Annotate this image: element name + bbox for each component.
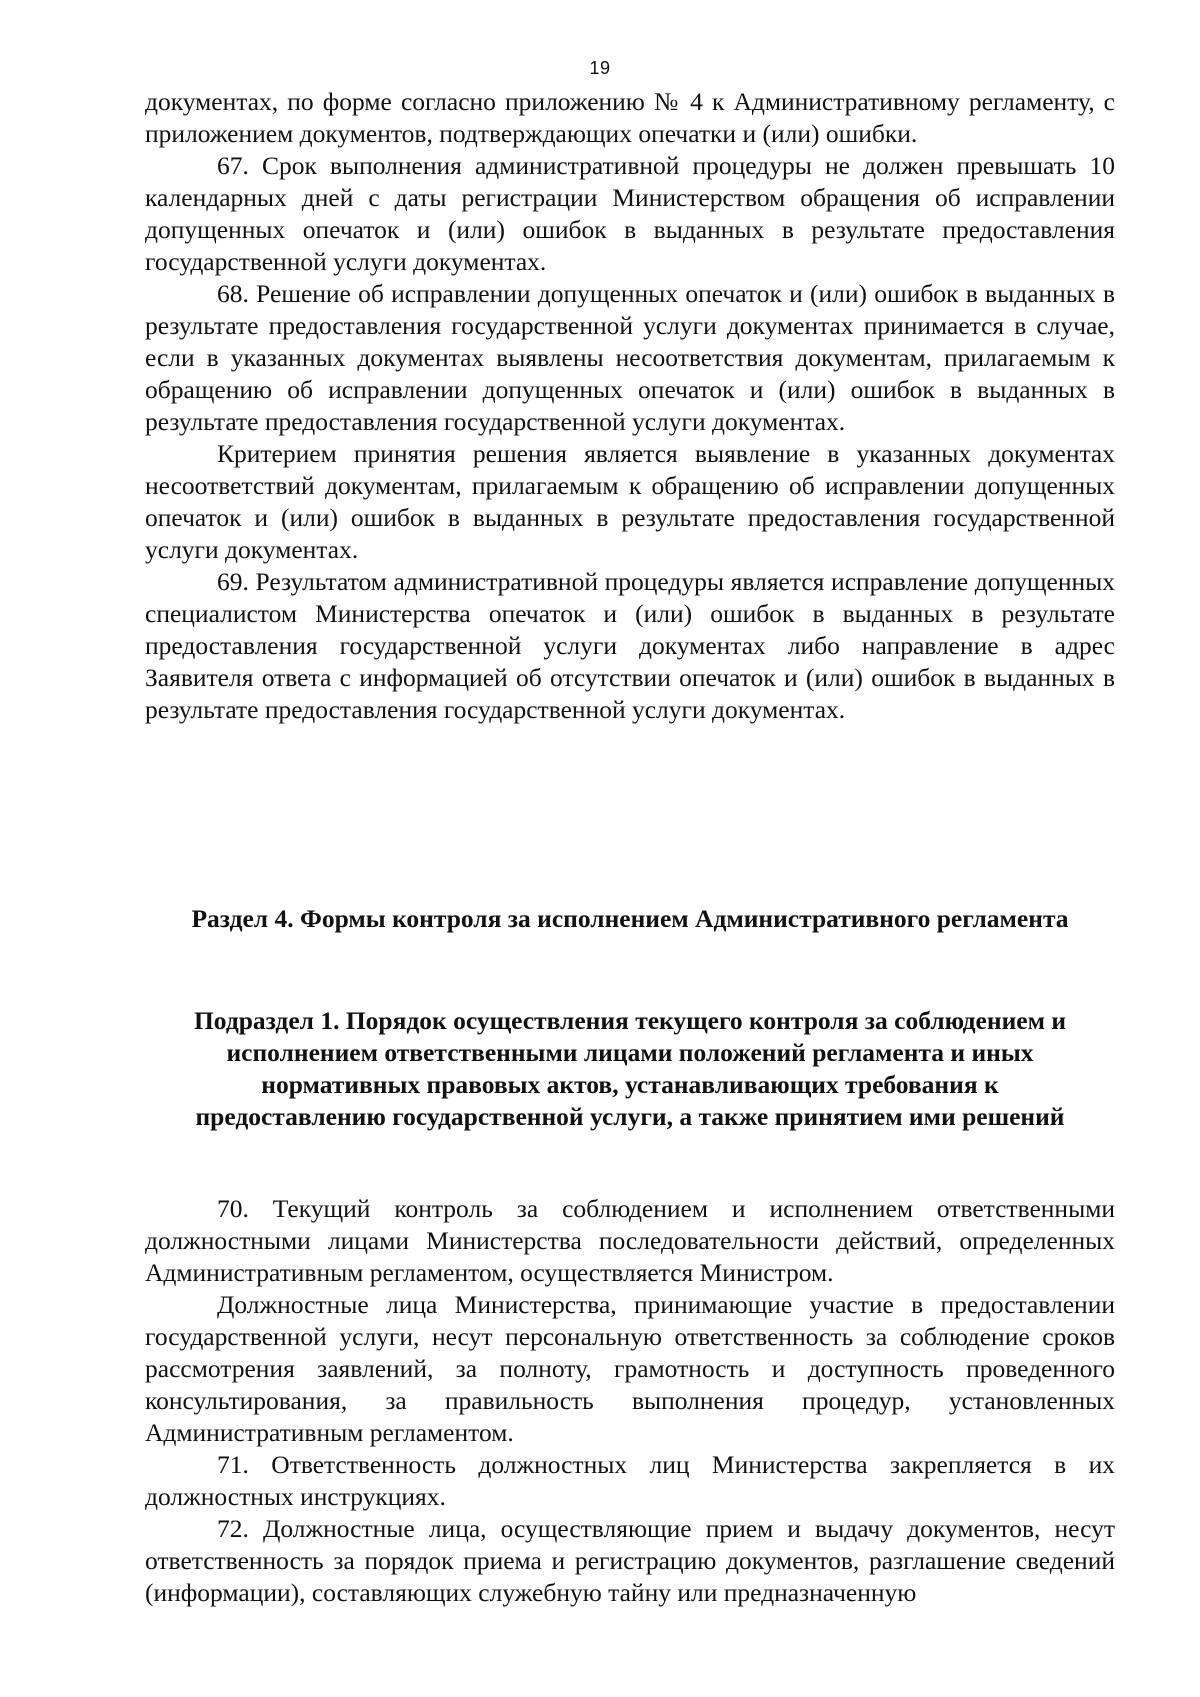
paragraph-69: 69. Результатом административной процедуры является исправление допущенных специалистом Министерства опечаток и (или) ошибок в выданных в результате предоставления государственной услуги документах либо направление в адрес Заявителя ответа с информацией об отсутствии опечаток и (или) ошибок в выданных в результате предоставления государственной услуги документах. <box>145 567 1115 724</box>
paragraph-criterion: Критерием принятия решения является выявление в указанных документах несоответствий документам, прилагаемым к обращению об исправлении допущенных опечаток и (или) ошибок в выданных в результате предоставления государственной услуги документах. <box>145 439 1115 564</box>
top-text-block <box>145 86 1115 726</box>
bottom-text-block <box>145 1193 1115 1609</box>
paragraph-70: 70. Текущий контроль за соблюдением и исполнением ответственными должностными лицами Министерства последовательности действий, определенных Административным регламентом, осуществляется Министром. <box>145 1194 1115 1287</box>
paragraph-officials: Должностные лица Министерства, принимающие участие в предоставлении государственной услуги, несут персональную ответственность за соблюдение сроков рассмотрения заявлений, за полноту, грамотность и доступность проведенного консультирования, за правильность выполнения процедур, установленных Административным регламентом. <box>145 1290 1115 1447</box>
paragraph-continuation: документах, по форме согласно приложению № 4 к Административному регламенту, с приложением документов, подтверждающих опечатки и (или) ошибки. <box>145 87 1115 148</box>
paragraph-67: 67. Срок выполнения административной процедуры не должен превышать 10 календарных дней с даты регистрации Министерством обращения об исправлении допущенных опечаток и (или) ошибок в выданных в результате предоставления государственной услуги документах. <box>145 151 1115 276</box>
paragraph-68: 68. Решение об исправлении допущенных опечаток и (или) ошибок в выданных в результате предоставления государственной услуги документах принимается в случае, если в указанных документах выявлены несоответствия документам, прилагаемым к обращению об исправлении допущенных опечаток и (или) ошибок в выданных в результате предоставления государственной услуги документах. <box>145 279 1115 436</box>
paragraph-71: 71. Ответственность должностных лиц Министерства закрепляется в их должностных инструкциях. <box>145 1450 1115 1511</box>
section-heading: Раздел 4. Формы контроля за исполнением Административного регламента <box>191 904 1069 933</box>
subsection-heading: Подраздел 1. Порядок осуществления текущего контроля за соблюдением и исполнением ответственными лицами положений регламента и иных нормативных правовых актов, устанавливающих требования к предоставлению государственной услуги, а также принятием ими решений <box>193 1006 1067 1131</box>
paragraph-72: 72. Должностные лица, осуществляющие прием и выдачу документов, несут ответственность за порядок приема и регистрацию документов, разглашение сведений (информации), составляющих служебную тайну или предназначенную <box>145 1514 1115 1607</box>
page-number: 19 <box>589 58 611 78</box>
